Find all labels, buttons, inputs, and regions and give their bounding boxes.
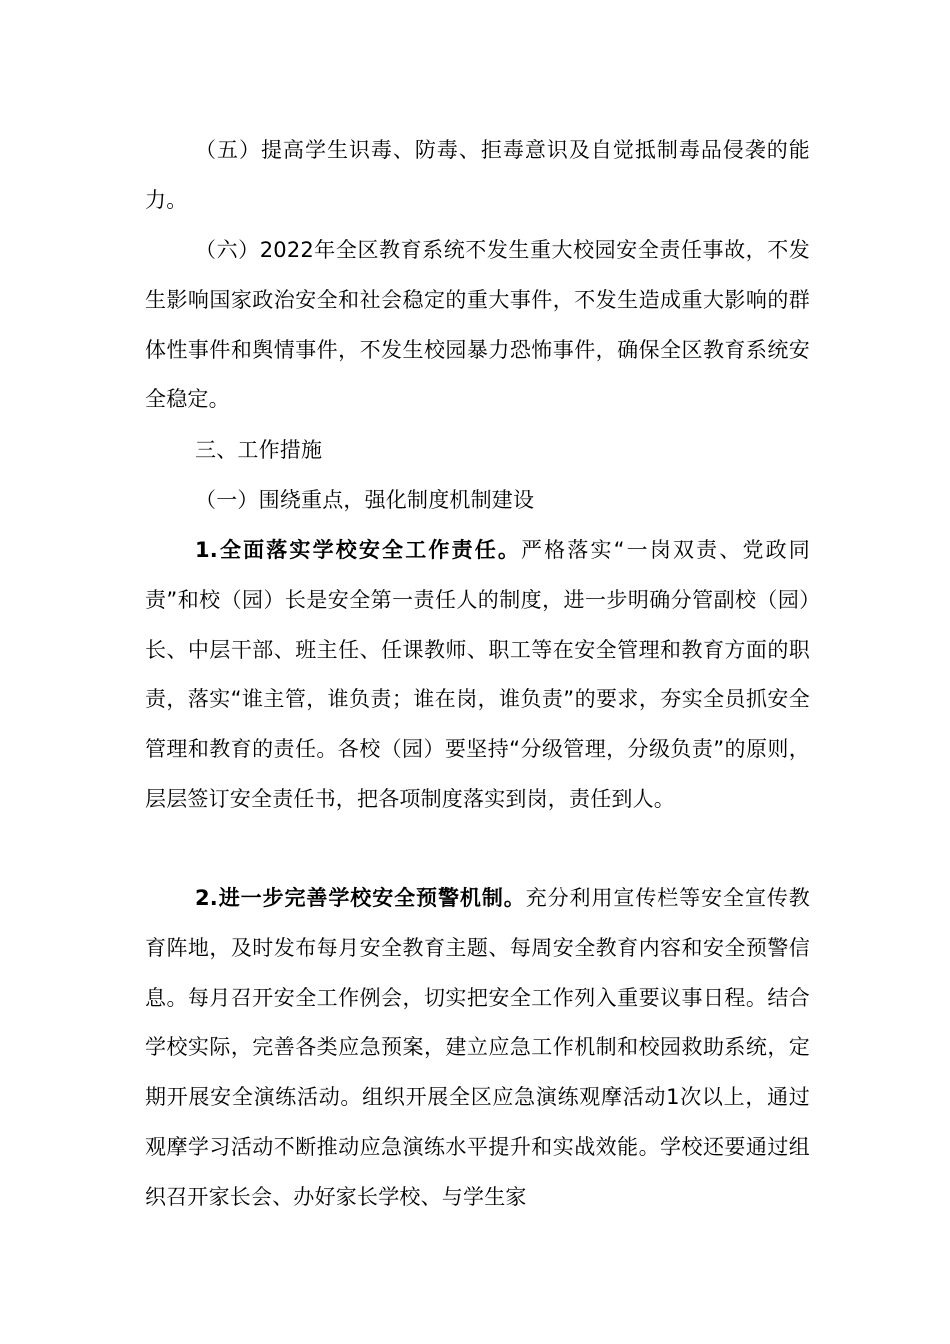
paragraph-text — [145, 526, 810, 825]
subsection-heading-1 — [145, 476, 810, 526]
paragraph-item-1 — [145, 526, 810, 825]
item-lead-bold: 1.全面落实学校安全工作责任。 — [195, 538, 522, 562]
section-heading-work-measures — [145, 426, 810, 476]
item-lead-bold: 2.进一步完善学校安全预警机制。 — [195, 886, 526, 910]
paragraph-text: （五）提高学生识毒、防毒、拒毒意识及自觉抵制毒品侵袭的能力。 — [145, 138, 810, 212]
paragraph-text — [145, 874, 810, 1223]
item-body: 严格落实“一岗双责、党政同责”和校（园）长是安全第一责任人的制度，进一步明确分管副校（园）长、中层干部、班主任、任课教师、职工等在安全管理和教育方面的职责，落实“谁主管，谁负责；谁在岗，谁负责”的要求，夯实全员抓安全管理和教育的责任。各校（园）要坚持“分级管理，分级负责”的原则，层层签订安全责任书，把各项制度落实到岗，责任到人。 — [145, 538, 810, 811]
item-body: 充分利用宣传栏等安全宣传教育阵地，及时发布每月安全教育主题、每周安全教育内容和安全预警信息。每月召开安全工作例会，切实把安全工作列入重要议事日程。结合学校实际，完善各类应急预案，建立应急工作机制和校园救助系统，定期开展安全演练活动。组织开展全区应急演练观摩活动1次以上，通过观摩学习活动不断推动应急演练水平提升和实战效能。学校还要通过组织召开家长会、办好家长学校、与学生家 — [145, 886, 810, 1209]
paragraph-goal-5 — [145, 126, 810, 226]
section-heading-text: 三、工作措施 — [195, 438, 323, 462]
paragraph-item-2 — [145, 874, 810, 1223]
subsection-heading-text: （一）围绕重点，强化制度机制建设 — [195, 488, 535, 512]
paragraph-goal-6 — [145, 226, 810, 425]
paragraph-text: （六）2022年全区教育系统不发生重大校园安全责任事故，不发生影响国家政治安全和社会稳定的重大事件，不发生造成重大影响的群体性事件和舆情事件，不发生校园暴力恐怖事件，确保全区教育系统安全稳定。 — [145, 238, 810, 412]
